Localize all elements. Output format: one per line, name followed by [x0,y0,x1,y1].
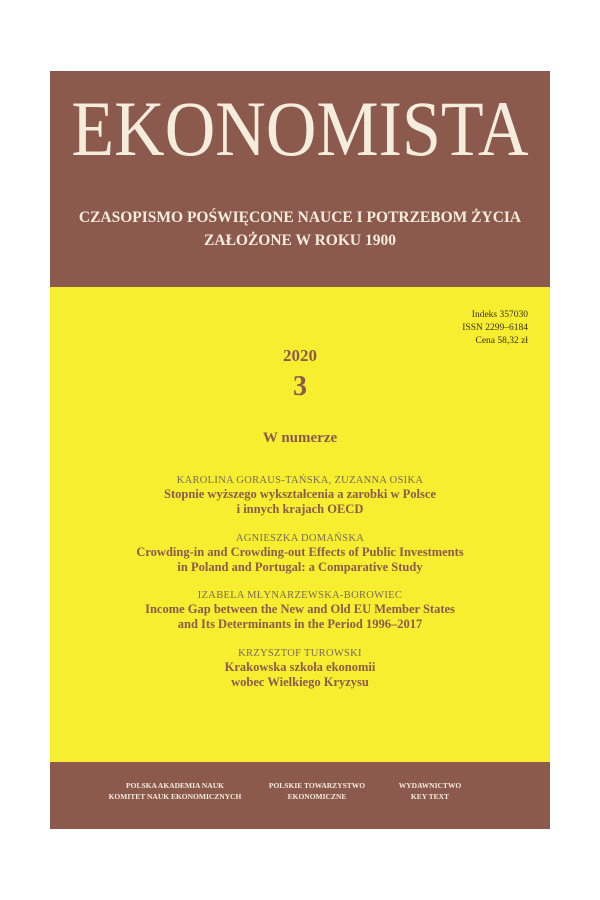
article-author: KAROLINA GORAUS-TAŃSKA, ZUZANNA OSIKA [176,475,424,486]
article-title-line: Krakowska szkoła ekonomii [224,660,376,674]
publication-meta [462,309,528,348]
price-label: Cena 58,32 zł [475,336,528,346]
publisher-line: POLSKIE TOWARZYSTWO [268,781,366,790]
index-number: Indeks 357030 [471,310,528,320]
article-author: KRZYSZTOF TUROWSKI [238,648,362,659]
article-title-line: wobec Wielkiego Kryzysu [231,675,369,689]
journal-cover [50,71,550,829]
subtitle-line-1: CZASOPISMO POŚWIĘCONE NAUCE I POTRZEBOM ŻYCIA [78,209,522,226]
issue-year: 2020 [283,346,317,365]
article-entry [50,589,550,632]
article-title-line: in Poland and Portugal: a Comparative Study [177,560,423,574]
subtitle-line-2: ZAŁOŻONE W ROKU 1900 [204,232,396,249]
article-title-line: Stopnie wyższego wykształcenia a zarobki w Polsce [164,487,436,501]
publisher-line: WYDAWNICTWO [398,781,462,790]
publisher-line: POLSKA AKADEMIA NAUK [126,781,224,790]
article-entry [50,532,550,575]
article-author: AGNIESZKA DOMAŃSKA [235,533,365,544]
issn-number: ISSN 2299–6184 [462,323,528,333]
article-author: IZABELA MŁYNARZEWSKA-BOROWIEC [197,590,403,601]
article-entry [50,647,550,690]
masthead-title: EKONOMISTA [71,86,529,173]
publisher-pan [100,780,250,802]
cover-header [50,71,550,287]
article-title-line: Income Gap between the New and Old EU Member States [145,602,455,616]
in-issue-heading: W numerze [262,430,338,446]
article-entry [50,474,550,517]
issue-number: 3 [293,371,307,402]
article-title-line: and Its Determinants in the Period 1996–2017 [177,617,423,631]
publisher-line: KEY TEXT [410,792,450,801]
publisher-key-text [380,780,480,802]
cover-footer [50,762,550,829]
publisher-pte [262,780,372,802]
article-title-line: Crowding-in and Crowding-out Effects of Public Investments [136,545,464,559]
article-title-line: i innych krajach OECD [236,502,364,516]
publisher-line: EKONOMICZNE [287,792,347,801]
publisher-line: KOMITET NAUK EKONOMICZNYCH [108,792,242,801]
